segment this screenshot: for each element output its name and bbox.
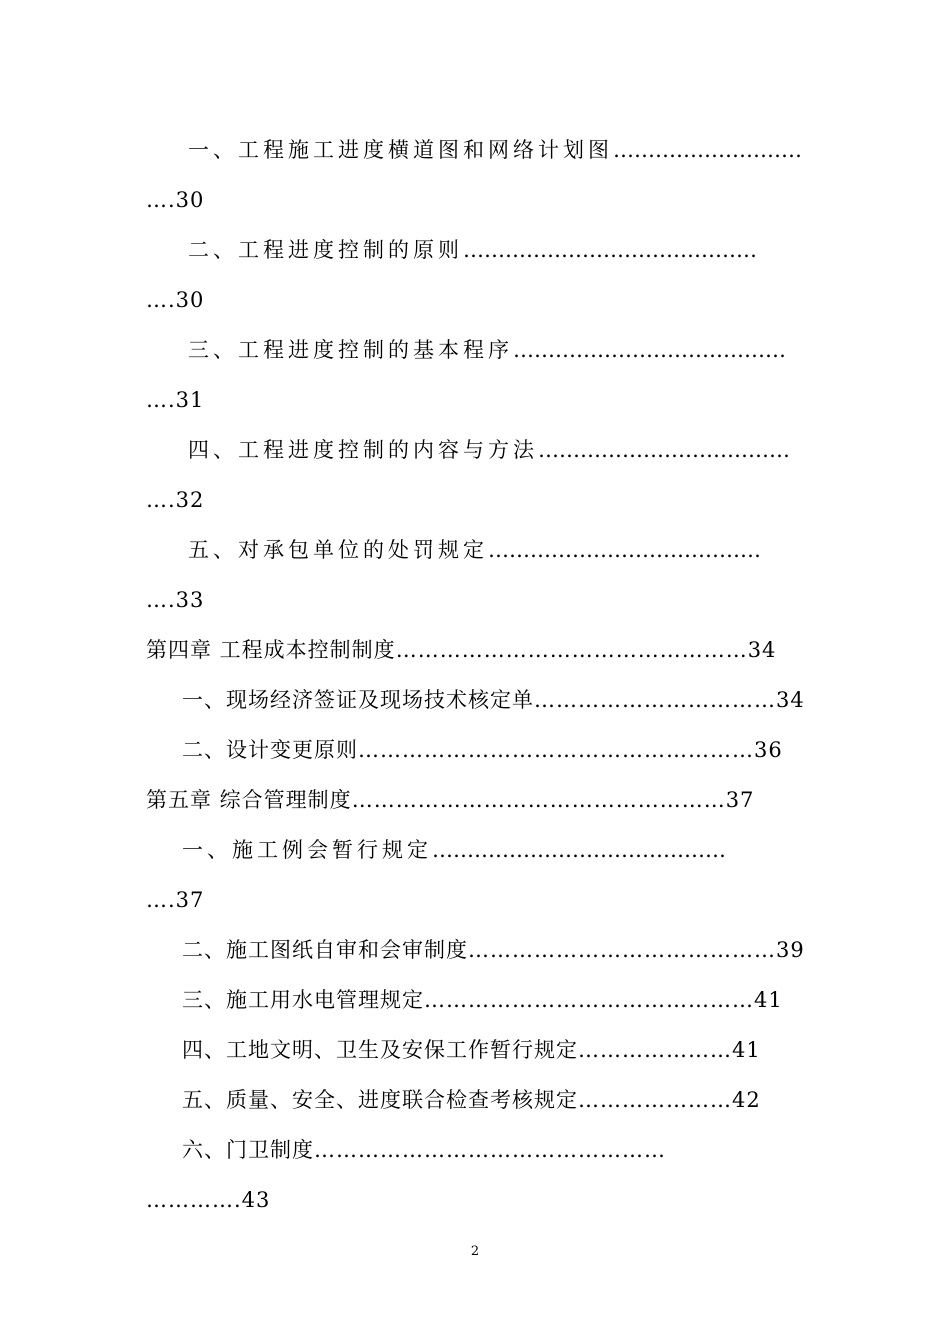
toc-entry-title: 五、对承包单位的处罚规定: [188, 538, 488, 562]
page-number: 2: [470, 1244, 480, 1259]
toc-leader-dots: ……………………………: [534, 688, 776, 712]
toc-entry-drawing-review[interactable]: [182, 936, 805, 964]
toc-entry-title: 三、工程进度控制的基本程序: [188, 338, 513, 362]
toc-entry-design-change[interactable]: [182, 736, 783, 764]
toc-leader-dots: ………………………………………………: [358, 738, 754, 762]
toc-leader-dots: ………………………: [613, 138, 802, 162]
toc-entry-page-number: ….37: [146, 888, 205, 912]
toc-entry-title: 五、质量、安全、进度联合检查考核规定: [182, 1088, 578, 1112]
toc-entry-title: 二、施工图纸自审和会审制度: [182, 938, 468, 962]
toc-entry-page-number: ….32: [146, 488, 205, 512]
toc-chapter-4[interactable]: [146, 636, 776, 664]
toc-entry-content-methods[interactable]: [188, 436, 790, 464]
toc-leader-dots: …………………: [578, 1088, 732, 1112]
toc-entry-site-meeting[interactable]: [182, 836, 726, 864]
toc-entry-schedule-chart[interactable]: [188, 136, 802, 164]
toc-entry-page-number: 42: [732, 1088, 761, 1112]
toc-entry-page-number: 36: [754, 738, 783, 762]
toc-entry-title: 第五章 综合管理制度: [146, 788, 352, 812]
toc-entry-title: 一、工程施工进度横道图和网络计划图: [188, 138, 613, 162]
toc-entry-page-number: 34: [776, 688, 805, 712]
toc-chapter-5[interactable]: [146, 786, 754, 814]
toc-entry-page-number: 39: [776, 938, 805, 962]
toc-entry-title: 一、现场经济签证及现场技术核定单: [182, 688, 534, 712]
toc-entry-page-number: 41: [754, 988, 783, 1012]
toc-leader-dots: …………………………………: [513, 338, 786, 362]
toc-entry-water-power[interactable]: [182, 986, 783, 1014]
toc-entry-page-number: 34: [747, 638, 777, 662]
toc-entry-title: 三、施工用水电管理规定: [182, 988, 424, 1012]
toc-entry-joint-inspection[interactable]: [182, 1086, 761, 1114]
toc-entry-title: 二、工程进度控制的原则: [188, 238, 463, 262]
toc-entry-gatekeeper[interactable]: [182, 1136, 666, 1164]
toc-entry-progress-principles[interactable]: [188, 236, 757, 264]
toc-leader-dots: …………………………………: [488, 538, 761, 562]
toc-leader-dots: ……………………………………: [463, 238, 757, 262]
toc-leader-dots: ……………………………………: [432, 838, 726, 862]
toc-entry-contractor-penalties[interactable]: [188, 536, 761, 564]
toc-entry-title: 四、工程进度控制的内容与方法: [188, 438, 538, 462]
toc-entry-title: 第四章 工程成本控制制度: [146, 638, 396, 662]
toc-leader-dots: …………………………………………: [314, 1138, 666, 1162]
toc-leader-dots: …………………………………………: [395, 638, 748, 662]
toc-leader-dots: …………………: [578, 1038, 732, 1062]
toc-entry-page-number: ….30: [146, 188, 205, 212]
toc-leader-dots: ……………………………………: [468, 938, 776, 962]
toc-entry-site-civility[interactable]: [182, 1036, 761, 1064]
toc-entry-title: 一、施工例会暂行规定: [182, 838, 432, 862]
toc-entry-page-number: ………….43: [146, 1188, 271, 1212]
toc-entry-title: 四、工地文明、卫生及安保工作暂行规定: [182, 1038, 578, 1062]
toc-leader-dots: ………………………………………: [424, 988, 754, 1012]
toc-entry-page-number: ….31: [146, 388, 205, 412]
toc-entry-page-number: ….33: [146, 588, 205, 612]
toc-entry-title: 二、设计变更原则: [182, 738, 358, 762]
toc-entry-page-number: 37: [725, 788, 755, 812]
toc-entry-page-number: 41: [732, 1038, 761, 1062]
toc-entry-page-number: ….30: [146, 288, 205, 312]
toc-entry-title: 六、门卫制度: [182, 1138, 314, 1162]
toc-entry-basic-procedure[interactable]: [188, 336, 786, 364]
toc-leader-dots: ………………………………: [538, 438, 790, 462]
toc-leader-dots: ……………………………………………: [351, 788, 726, 812]
toc-entry-site-visa[interactable]: [182, 686, 805, 714]
